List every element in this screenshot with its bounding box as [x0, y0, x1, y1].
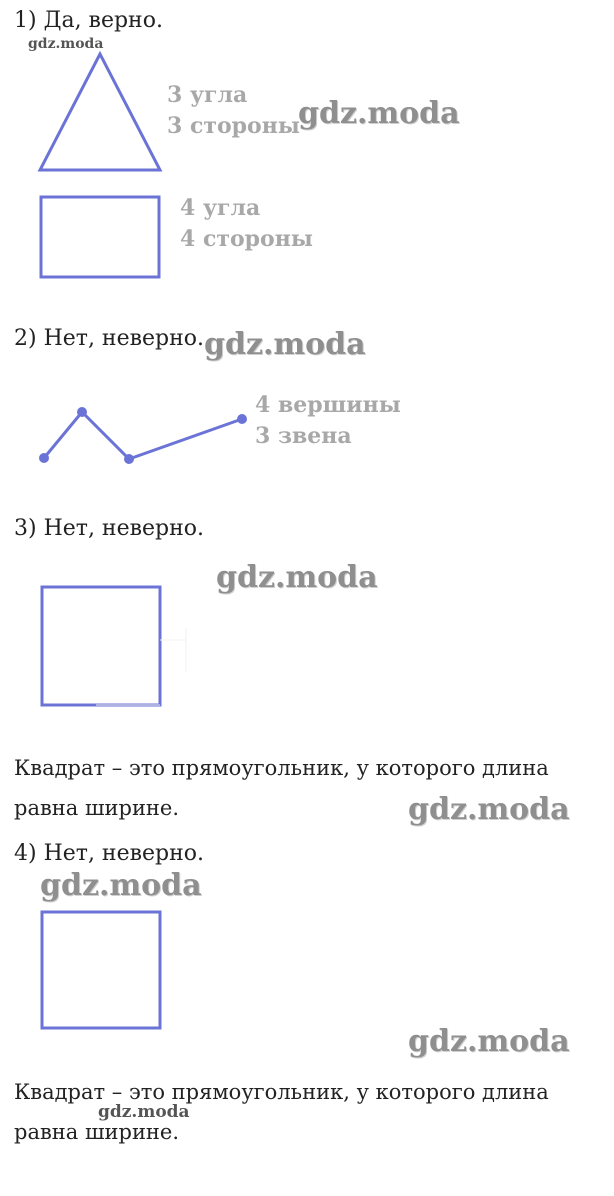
section-4-heading: 4) Нет, неверно.: [14, 841, 205, 866]
watermark: gdz.moda: [204, 327, 366, 362]
watermark: gdz.moda: [40, 868, 202, 903]
definition-line-2: равна ширине.: [14, 1120, 180, 1144]
section-4-definition: [14, 1072, 549, 1152]
rectangle-angles: 4 угла: [180, 195, 261, 221]
definition-line-2: равна ширине.: [14, 796, 180, 820]
section-1-heading: 1) Да, верно.: [14, 8, 163, 33]
section-2-heading: 2) Нет, неверно.: [14, 326, 205, 351]
watermark-small: gdz.moda: [98, 1102, 190, 1122]
watermark: gdz.moda: [408, 792, 570, 827]
section-3-heading: 3) Нет, неверно.: [14, 516, 205, 541]
watermark: gdz.moda: [298, 96, 460, 131]
watermark: gdz.moda: [216, 560, 378, 595]
watermark: gdz.moda: [408, 1024, 570, 1059]
definition-line-1: Квадрат – это прямоугольник, у которого длина: [14, 756, 549, 780]
polyline-segments: 3 звена: [255, 423, 352, 449]
definition-line-1: Квадрат – это прямоугольник, у которого длина: [14, 1080, 549, 1104]
rectangle-sides: 4 стороны: [180, 226, 313, 252]
watermark-small: gdz.moda: [28, 36, 104, 52]
triangle-angles: 3 угла: [167, 82, 248, 108]
polyline-vertices: 4 вершины: [255, 392, 401, 418]
triangle-sides: 3 стороны: [167, 113, 300, 139]
